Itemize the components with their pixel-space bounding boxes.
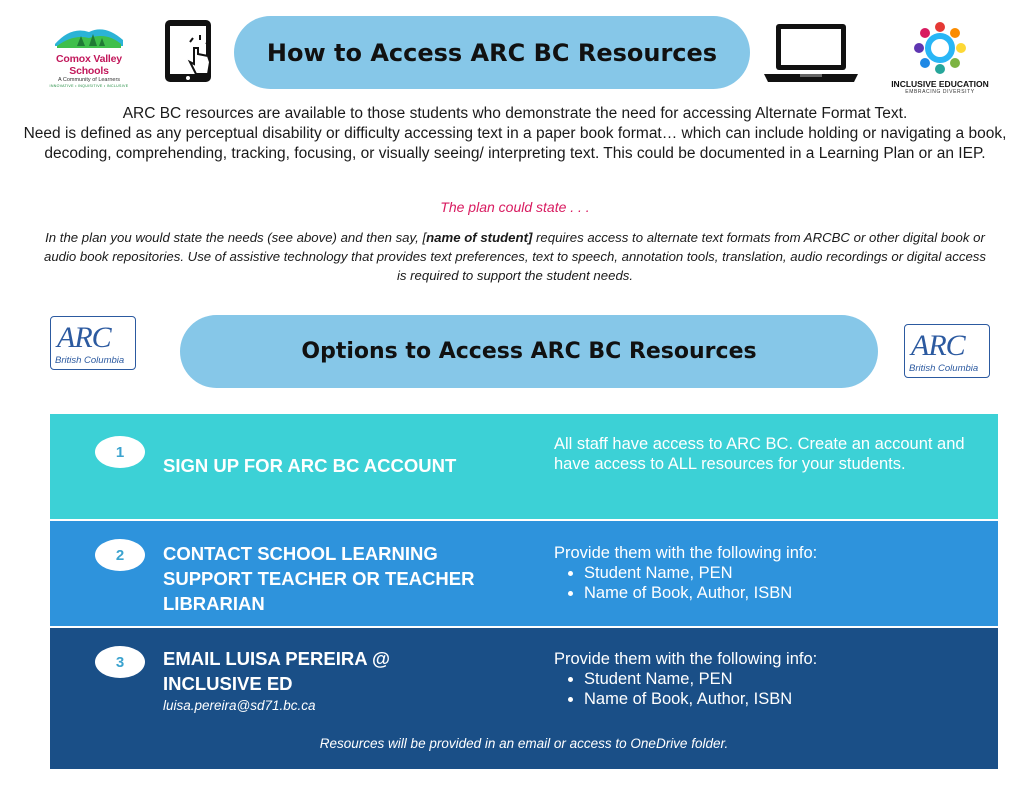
option-title: EMAIL LUISA PEREIRA @ INCLUSIVE ED — [163, 648, 391, 694]
people-circle-icon — [911, 20, 969, 74]
logo-name: Comox Valley Schools — [56, 53, 122, 77]
option-description — [554, 543, 974, 603]
options-title: Options to Access ARC BC Resources — [180, 315, 878, 388]
intro-paragraph — [0, 104, 1030, 164]
option-description-lead: Provide them with the following info: — [554, 544, 818, 562]
list-item: • Student Name, PEN — [584, 563, 974, 583]
info-list — [554, 563, 974, 603]
option-row-1 — [50, 414, 998, 519]
comox-valley-schools-logo — [44, 22, 134, 92]
option-number: 3 — [95, 646, 145, 678]
arc-logo-letters: ARC — [911, 329, 965, 362]
option-title: CONTACT SCHOOL LEARNING SUPPORT TEACHER OR TEACHER LIBRARIAN — [163, 543, 475, 614]
arc-logo-region: British Columbia — [909, 363, 979, 374]
intro-line-2: Need is defined as any perceptual disability or difficulty accessing text in a paper book format… which can include holding or navigating a book, decoding, comprehending, tracking, focusing, or visually seeing/ interpreting text. This could be documented in a Learning Plan or an IEP. — [23, 125, 1007, 162]
plan-heading: The plan could state . . . — [440, 199, 590, 215]
plan-text — [40, 228, 990, 285]
plan-text-emph: name of student] — [426, 230, 533, 245]
list-item: • Student Name, PEN — [584, 669, 974, 689]
logo-motto: INNOVATIVE • INQUISITIVE • INCLUSIVE — [49, 84, 129, 88]
arc-logo-letters: ARC — [57, 321, 111, 354]
logo-title: INCLUSIVE EDUCATION — [891, 79, 989, 89]
option-row-2 — [50, 521, 998, 626]
inclusive-education-logo — [880, 20, 1000, 95]
option-number: 2 — [95, 539, 145, 571]
email-address: luisa.pereira@sd71.bc.ca — [163, 698, 316, 713]
tablet-touch-icon — [160, 18, 220, 89]
list-item: • Name of Book, Author, ISBN — [584, 689, 974, 709]
laptop-icon — [760, 20, 862, 91]
option-row-3 — [50, 628, 998, 769]
logo-tagline: A Community of Learners — [57, 77, 121, 83]
plan-text-after: requires access to alternate text formats from ARCBC or other digital book or audio book repositories. Use of assistive technology that provides text preferences, text to speech, annotation tools, translation, audio recordings or digital access is required to support the student needs. — [44, 230, 986, 283]
option-description-lead: Provide them with the following info: — [554, 650, 818, 668]
info-list — [554, 669, 974, 709]
mountain-logo-icon — [53, 22, 125, 52]
plan-text-before: In the plan you would state the needs (see above) and then say, [ — [45, 230, 427, 245]
option-description — [554, 649, 974, 709]
logo-subtitle: EMBRACING DIVERSITY — [905, 89, 975, 95]
list-item: • Name of Book, Author, ISBN — [584, 583, 974, 603]
footnote: Resources will be provided in an email or access to OneDrive folder. — [319, 736, 729, 751]
option-number: 1 — [95, 436, 145, 468]
arc-bc-logo-right — [904, 324, 990, 378]
arc-bc-logo-left — [50, 316, 136, 370]
page-title: How to Access ARC BC Resources — [234, 16, 750, 89]
intro-line-1: ARC BC resources are available to those students who demonstrate the need for accessing Alternate Format Text. — [122, 105, 908, 122]
arc-logo-region: British Columbia — [55, 355, 125, 366]
option-title: SIGN UP FOR ARC BC ACCOUNT — [163, 455, 457, 476]
option-description: All staff have access to ARC BC. Create an account and have access to ALL resources for your students. — [554, 435, 965, 473]
